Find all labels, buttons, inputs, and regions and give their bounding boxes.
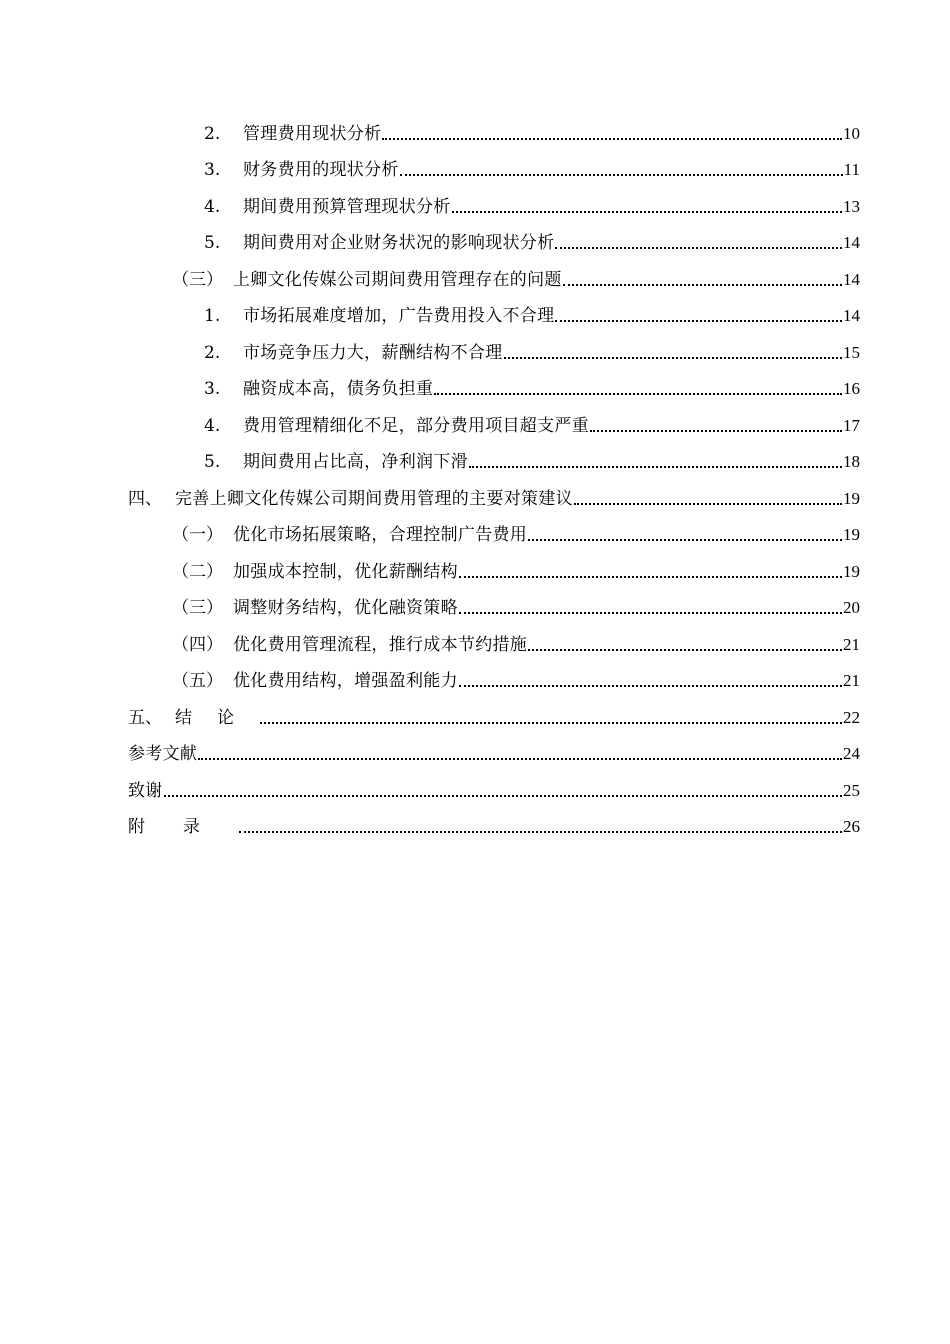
toc-entry-number: （三）	[172, 598, 223, 618]
toc-entry-title: 财务费用的现状分析	[243, 160, 399, 180]
toc-entry-page: 18	[843, 452, 860, 471]
toc-entry-page: 17	[843, 415, 860, 435]
dot-leader	[400, 162, 843, 176]
toc-entry-page: 25	[843, 780, 860, 800]
toc-entry-number: 2.	[204, 342, 221, 363]
toc-entry-number: 1.	[204, 306, 221, 326]
toc-entry-number: （三）	[172, 269, 223, 290]
toc-entry-title: 优化费用结构，增强盈利能力	[233, 671, 458, 691]
toc-entry-number: 4.	[204, 415, 221, 436]
toc-entry-number: 5.	[204, 452, 221, 472]
toc-entry-chapter[interactable]	[128, 802, 860, 839]
toc-entry-chapter[interactable]	[128, 729, 860, 766]
toc-entry-title: 附录	[128, 817, 238, 837]
toc-entry-number: 4.	[204, 196, 221, 217]
toc-entry[interactable]	[128, 218, 860, 255]
toc-entry[interactable]	[128, 364, 860, 401]
dot-leader	[574, 491, 842, 505]
toc-entry-page: 21	[843, 671, 860, 690]
toc-entry-number: 5.	[204, 233, 221, 253]
dot-leader	[555, 235, 842, 249]
toc-entry-chapter[interactable]	[128, 473, 860, 510]
toc-entry-page: 13	[843, 196, 860, 216]
toc-entry-title: 结论	[175, 707, 259, 728]
toc-entry-number: 五、	[128, 707, 162, 728]
toc-entry[interactable]	[128, 291, 860, 328]
dot-leader	[459, 673, 842, 687]
dot-leader	[260, 710, 842, 724]
dot-leader	[239, 819, 842, 833]
toc-entry-page: 20	[843, 598, 860, 617]
dot-leader	[504, 345, 843, 359]
toc-entry-page: 14	[843, 269, 860, 289]
toc-entry-page: 15	[843, 342, 860, 362]
dot-leader	[459, 600, 842, 614]
toc-entry-number: 2.	[204, 123, 221, 144]
dot-leader	[590, 418, 842, 432]
toc-entry-number: （二）	[172, 561, 223, 582]
toc-entry[interactable]	[128, 510, 860, 547]
toc-entry-title: 市场竞争压力大，薪酬结构不合理	[243, 342, 503, 363]
toc-entry-page: 22	[843, 707, 860, 727]
dot-leader	[528, 637, 842, 651]
toc-entry-title: 优化市场拓展策略，合理控制广告费用	[233, 525, 528, 545]
dot-leader	[164, 783, 842, 797]
toc-entry[interactable]	[128, 619, 860, 656]
toc-entry-page: 19	[843, 488, 860, 508]
toc-entry-page: 10	[843, 123, 860, 143]
toc-entry-page: 24	[843, 744, 860, 763]
toc-entry[interactable]	[128, 656, 860, 693]
toc-entry-title: 融资成本高，债务负担重	[243, 379, 434, 399]
toc-entry-chapter[interactable]	[128, 692, 860, 729]
toc-entry[interactable]	[128, 254, 860, 291]
dot-leader	[469, 454, 842, 468]
toc-entry-number: （五）	[172, 671, 223, 691]
toc-entry[interactable]	[128, 181, 860, 218]
toc-entry-chapter[interactable]	[128, 765, 860, 802]
toc-entry-page: 16	[843, 379, 860, 398]
toc-entry-title: 期间费用预算管理现状分析	[243, 196, 451, 217]
toc-entry-number: 3.	[204, 379, 221, 399]
toc-entry-number: 3.	[204, 160, 221, 180]
toc-entry[interactable]	[128, 108, 860, 145]
dot-leader	[382, 126, 842, 140]
toc-entry-page: 19	[843, 525, 860, 544]
toc-entry[interactable]	[128, 583, 860, 620]
dot-leader	[198, 746, 842, 760]
toc-entry-page: 26	[843, 817, 860, 836]
toc-entry-title: 致谢	[128, 780, 163, 801]
dot-leader	[459, 564, 842, 578]
toc-entry[interactable]	[128, 546, 860, 583]
toc-entry-title: 加强成本控制，优化薪酬结构	[233, 561, 458, 582]
toc-entry[interactable]	[128, 400, 860, 437]
toc-entry-title: 费用管理精细化不足，部分费用项目超支严重	[243, 415, 589, 436]
toc-entry-page: 21	[843, 634, 860, 654]
toc-entry-page: 14	[843, 306, 860, 325]
toc-entry-title: 管理费用现状分析	[243, 123, 382, 144]
toc-entry-number: （四）	[172, 634, 223, 655]
toc-entry-title: 期间费用对企业财务状况的影响现状分析	[243, 233, 555, 253]
toc-entry-page: 19	[843, 561, 860, 581]
toc-entry-title: 期间费用占比高，净利润下滑	[243, 452, 468, 472]
toc-entry-title: 市场拓展难度增加，广告费用投入不合理	[243, 306, 555, 326]
toc-entry-number: （一）	[172, 525, 223, 545]
dot-leader	[452, 199, 842, 213]
dot-leader	[434, 381, 842, 395]
toc-entry-title: 上卿文化传媒公司期间费用管理存在的问题	[233, 269, 562, 290]
toc-entry-title: 优化费用管理流程，推行成本节约措施	[233, 634, 528, 655]
table-of-contents	[128, 108, 860, 838]
dot-leader	[563, 272, 842, 286]
toc-entry-title: 参考文献	[128, 744, 198, 764]
dot-leader	[528, 527, 842, 541]
toc-entry-title: 完善上卿文化传媒公司期间费用管理的主要对策建议	[175, 488, 573, 509]
toc-entry[interactable]	[128, 145, 860, 182]
toc-entry-number: 四、	[128, 488, 162, 509]
dot-leader	[555, 308, 842, 322]
toc-entry[interactable]	[128, 437, 860, 474]
toc-entry[interactable]	[128, 327, 860, 364]
toc-entry-page: 14	[843, 233, 860, 252]
toc-entry-page: 11	[843, 160, 860, 179]
toc-entry-title: 调整财务结构，优化融资策略	[233, 598, 458, 618]
